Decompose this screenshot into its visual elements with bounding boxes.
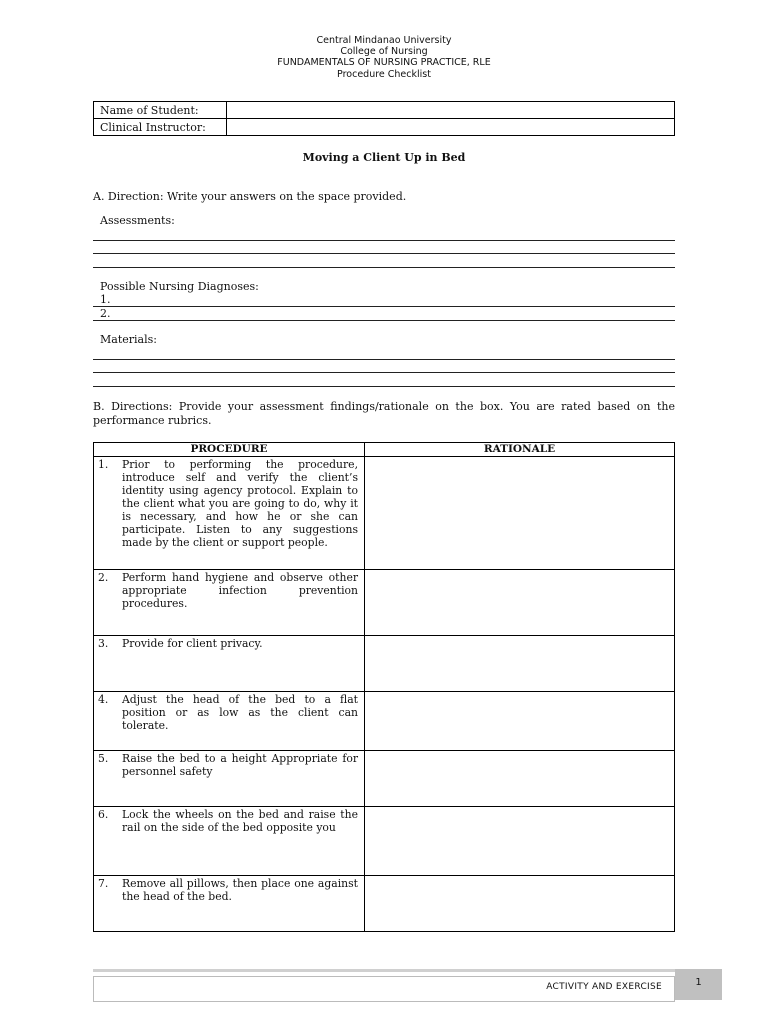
step-text: Adjust the head of the bed to a flat position or as low as the client can tolerate. xyxy=(122,693,358,732)
step-text: Remove all pillows, then place one against the head of the bed. xyxy=(122,877,358,903)
procedure-table xyxy=(93,442,675,932)
rationale-cell[interactable] xyxy=(365,457,675,570)
procedure-cell xyxy=(94,570,365,636)
clinical-instructor-field[interactable] xyxy=(227,119,675,136)
student-info-table xyxy=(93,101,675,136)
footer-divider xyxy=(93,969,675,972)
step-text: Prior to performing the procedure, introduce self and verify the client’s identity using agency protocol. Explain to the client what you are going to do, why it is necessary, and how he or she can participate. Listen to any suggestions made by the client or support people. xyxy=(122,458,358,549)
table-row xyxy=(94,751,675,807)
procedure-column-header: PROCEDURE xyxy=(94,443,365,457)
step-number: 7. xyxy=(98,877,109,890)
step-text: Lock the wheels on the bed and raise the rail on the side of the bed opposite you xyxy=(122,808,358,834)
rationale-cell[interactable] xyxy=(365,751,675,807)
assessments-label: Assessments: xyxy=(100,214,175,227)
footer-bar xyxy=(93,976,675,1002)
rationale-cell[interactable] xyxy=(365,692,675,751)
diagnosis-2-number: 2. xyxy=(100,307,111,320)
student-name-label: Name of Student: xyxy=(94,102,227,119)
page-number: 1 xyxy=(675,969,722,1000)
diagnosis-line[interactable] xyxy=(93,320,675,321)
table-header-row xyxy=(94,443,675,457)
step-number: 6. xyxy=(98,808,109,821)
university-name: Central Mindanao University xyxy=(316,35,452,46)
clinical-instructor-label: Clinical Instructor: xyxy=(94,119,227,136)
footer-section-label: ACTIVITY AND EXERCISE xyxy=(546,982,662,992)
procedure-cell xyxy=(94,751,365,807)
step-number: 1. xyxy=(98,458,109,471)
course-name: FUNDAMENTALS OF NURSING PRACTICE, RLE xyxy=(277,57,491,69)
materials-line[interactable] xyxy=(93,386,675,387)
procedure-cell xyxy=(94,457,365,570)
direction-b: B. Directions: Provide your assessment findings/rationale on the box. You are rated based on the performance rubrics. xyxy=(93,400,675,427)
table-row xyxy=(94,636,675,692)
direction-a: A. Direction: Write your answers on the space provided. xyxy=(93,190,407,203)
procedure-cell xyxy=(94,807,365,876)
materials-label: Materials: xyxy=(100,333,157,346)
rationale-cell[interactable] xyxy=(365,570,675,636)
diagnoses-label: Possible Nursing Diagnoses: xyxy=(100,280,259,293)
assessment-line[interactable] xyxy=(93,267,675,268)
assessment-line[interactable] xyxy=(93,240,675,241)
procedure-cell xyxy=(94,692,365,751)
materials-line[interactable] xyxy=(93,359,675,360)
procedure-title: Moving a Client Up in Bed xyxy=(302,151,466,164)
rationale-cell[interactable] xyxy=(365,876,675,932)
diagnosis-line[interactable] xyxy=(93,306,675,307)
materials-line[interactable] xyxy=(93,372,675,373)
table-row xyxy=(94,692,675,751)
step-number: 2. xyxy=(98,571,109,584)
assessment-line[interactable] xyxy=(93,253,675,254)
step-text: Provide for client privacy. xyxy=(122,637,263,650)
document-type: Procedure Checklist xyxy=(337,68,431,80)
table-row xyxy=(94,457,675,570)
table-row xyxy=(94,807,675,876)
procedure-cell xyxy=(94,636,365,692)
procedure-cell xyxy=(94,876,365,932)
rationale-column-header: RATIONALE xyxy=(365,443,675,457)
rationale-cell[interactable] xyxy=(365,636,675,692)
diagnosis-1-number: 1. xyxy=(100,293,111,306)
document-header xyxy=(0,35,768,80)
student-name-field[interactable] xyxy=(227,102,675,119)
table-row xyxy=(94,876,675,932)
table-row xyxy=(94,570,675,636)
step-number: 5. xyxy=(98,752,109,765)
step-text: Perform hand hygiene and observe other appropriate infection prevention procedures. xyxy=(122,571,358,610)
step-number: 3. xyxy=(98,637,109,650)
rationale-cell[interactable] xyxy=(365,807,675,876)
college-name: College of Nursing xyxy=(340,46,428,58)
step-text: Raise the bed to a height Appropriate for personnel safety xyxy=(122,752,358,778)
step-number: 4. xyxy=(98,693,109,706)
